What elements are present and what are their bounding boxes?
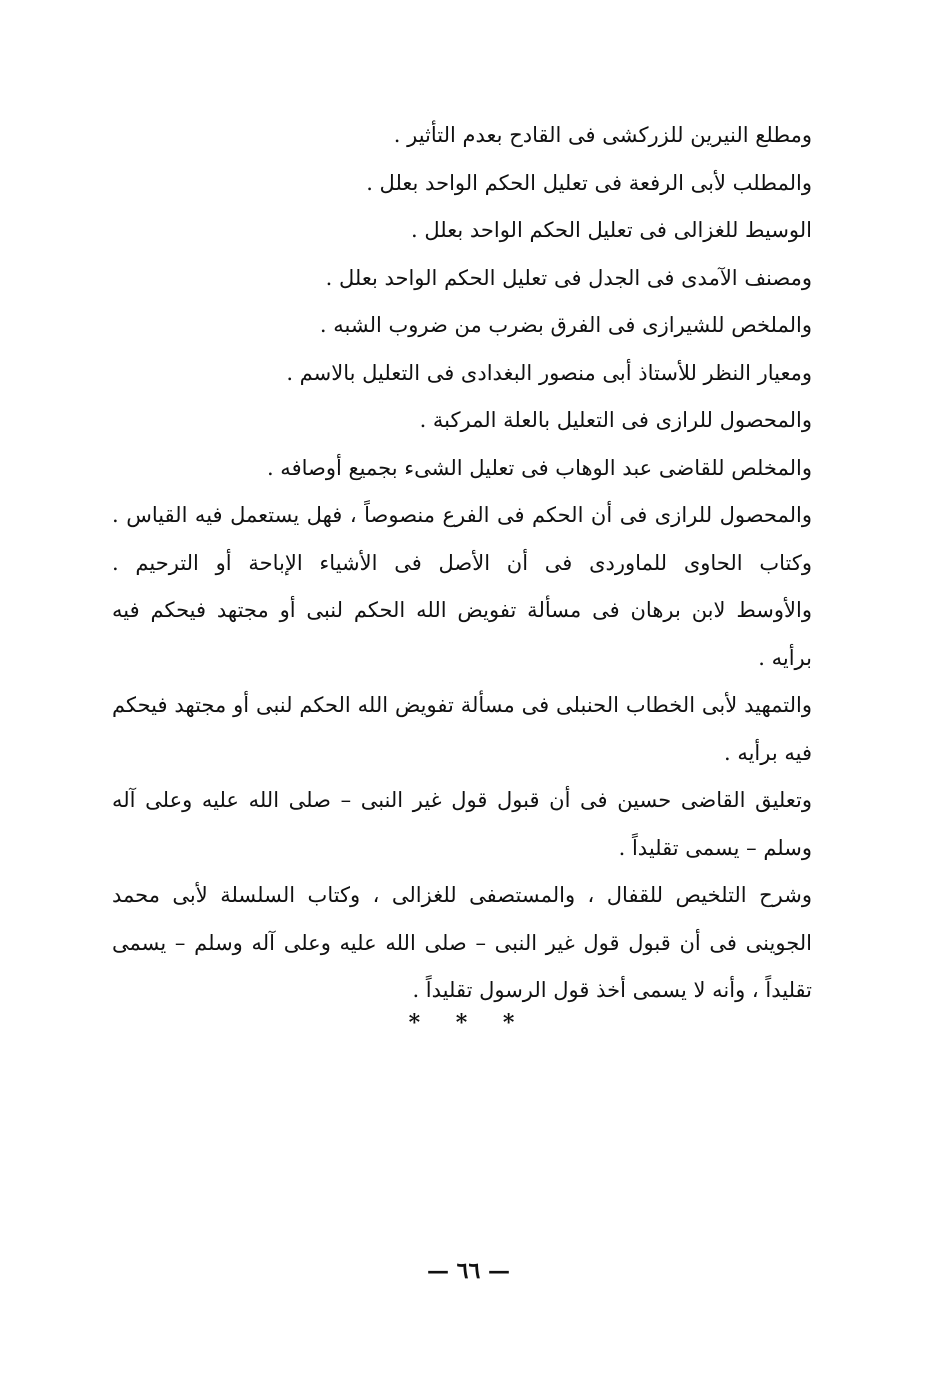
text-line: وسلم – يسمى تقليداً .	[618, 835, 812, 860]
text-line: برأيه .	[758, 645, 812, 670]
text-line: والمحصول للرازى فى أن الحكم فى الفرع منصوصاً ، فهل يستعمل فيه القياس .	[112, 503, 812, 527]
body-text	[112, 112, 812, 1015]
text-line: ومطلع النيرين للزركشى فى القادح بعدم التأثير .	[393, 123, 812, 147]
text-line: تقليداً ، وأنه لا يسمى أخذ قول الرسول تقليداً .	[412, 978, 812, 1002]
text-line: والتمهيد لأبى الخطاب الحنبلى فى مسألة تفويض الله الحكم لنبى أو مجتهد فيحكم	[112, 693, 812, 717]
text-line: والمحصول للرازى فى التعليل بالعلة المركبة .	[419, 408, 812, 432]
text-line: والملخص للشيرازى فى الفرق بضرب من ضروب الشبه .	[319, 313, 812, 337]
text-line: ومصنف الآمدى فى الجدل فى تعليل الحكم الواحد بعلل .	[325, 265, 812, 290]
text-line: والمخلص للقاضى عبد الوهاب فى تعليل الشىء بجميع أوصافه .	[266, 455, 812, 480]
text-line: وتعليق القاضى حسين فى أن قبول قول غير النبى – صلى الله عليه وعلى آله	[112, 788, 812, 812]
text-line: والمطلب لأبى الرفعة فى تعليل الحكم الواحد بعلل .	[366, 170, 812, 195]
text-line: وشرح التلخيص للقفال ، والمستصفى للغزالى ، وكتاب السلسلة لأبى محمد	[112, 883, 812, 907]
text-line: الجوينى فى أن قبول قول غير النبى – صلى الله عليه وعلى آله وسلم – يسمى	[112, 930, 812, 955]
section-ornament: * * *	[408, 1010, 529, 1036]
text-line: وكتاب الحاوى للماوردى فى أن الأصل فى الأشياء الإباحة أو الترحيم .	[112, 550, 812, 575]
text-line: فيه برأيه .	[723, 740, 812, 765]
text-line: والأوسط لابن برهان فى مسألة تفويض الله الحكم لنبى أو مجتهد فيحكم فيه	[112, 598, 812, 622]
page-number: — ٦٦ —	[427, 1258, 510, 1284]
text-line: ومعيار النظر للأستاذ أبى منصور البغدادى فى التعليل بالاسم .	[286, 360, 812, 385]
text-line: الوسيط للغزالى فى تعليل الحكم الواحد بعلل .	[411, 218, 812, 242]
